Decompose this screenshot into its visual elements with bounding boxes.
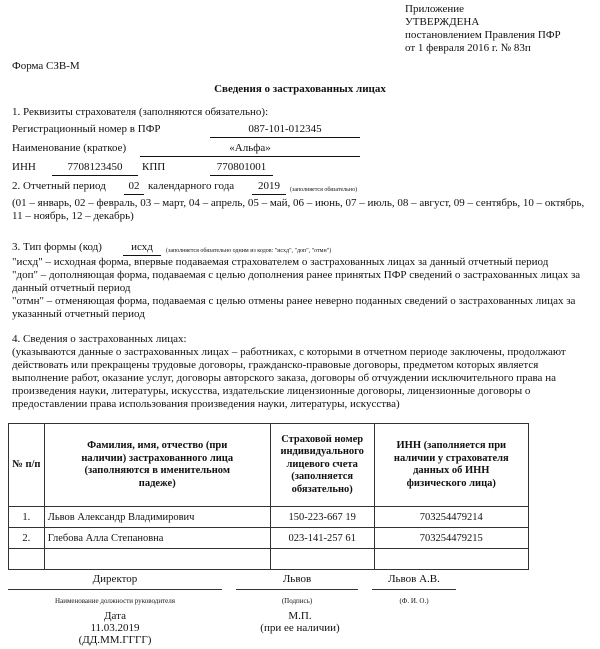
date-label: Дата — [104, 610, 126, 622]
short-name-value[interactable]: «Альфа» — [229, 142, 271, 154]
row-inn[interactable]: 703254479214 — [374, 507, 528, 528]
short-name-underline — [140, 156, 360, 157]
inn-label: ИНН — [12, 161, 36, 173]
approval-line-1: Приложение — [405, 3, 465, 15]
row-num: 1. — [9, 507, 45, 528]
section1-heading: 1. Реквизиты страхователя (заполняются обязательно): — [12, 106, 269, 118]
stamp-note: (при ее наличии) — [260, 622, 340, 634]
reg-number-label: Регистрационный номер в ПФР — [12, 123, 161, 135]
signature-underline — [236, 589, 358, 590]
date-format: (ДД.ММ.ГГГГ) — [78, 634, 152, 646]
row-fio[interactable] — [44, 549, 270, 570]
position-underline — [8, 589, 222, 590]
fio-label: (Ф. И. О.) — [399, 597, 429, 605]
period-underline — [124, 194, 144, 195]
fio-underline — [372, 589, 456, 590]
code-dop-description: "доп" – дополняющая форма, подаваемая с целью дополнения ранее принятых ПФР сведений о застрахованных лицах за данный отчетный период — [12, 269, 581, 294]
table-row — [9, 528, 529, 549]
kpp-label: КПП — [142, 161, 166, 173]
form-type-note: (заполняется обязательно одним из кодов: "исхд", "доп", "отмн") — [166, 248, 332, 254]
row-fio[interactable]: Львов Александр Владимирович — [44, 507, 270, 528]
year-value[interactable]: 2019 — [258, 180, 280, 192]
months-legend: (01 – январь, 02 – февраль, 03 – март, 04 – апрель, 05 – май, 06 – июнь, 07 – июль, 08 – август, 09 – сентябрь, 10 – октябрь, 11 – ноябрь, 12 – декабрь) — [12, 197, 585, 222]
form-type-value[interactable]: исхд — [131, 241, 153, 253]
year-label: календарного года — [148, 180, 235, 192]
signature-label: (Подпись) — [281, 597, 313, 605]
approval-line-2: УТВЕРЖДЕНА — [405, 16, 480, 28]
header-fio: Фамилия, имя, отчество (при наличии) застрахованного лица (заполняются в именительном падеже) — [44, 424, 270, 507]
short-name-label: Наименование (краткое) — [12, 142, 127, 154]
kpp-underline — [210, 175, 273, 176]
kpp-value[interactable]: 770801001 — [216, 161, 267, 173]
section4-description: (указываются данные о застрахованных лицах – работниках, с которыми в отчетном периоде заключены, продолжают действовать или прекращены трудовые договоры, гражданско-правовые договоры, предметом которых является выполнение работ, оказание услуг, договоры авторского заказа, договоры об отчуждении исключительного права на произведения науки, литературы, искусства, издательские лицензионные договоры, лицензионные договоры о предоставлении права использования произведения науки, литературы, искусства) — [12, 346, 566, 410]
form-type-label: 3. Тип формы (код) — [12, 241, 102, 253]
form-name: Форма СЗВ-М — [12, 60, 80, 72]
code-otmn-description: "отмн" – отменяющая форма, подаваемая с целью отмены ранее неверно поданных сведений о застрахованных лицах за указанный отчетный период — [12, 295, 576, 320]
row-inn[interactable] — [374, 549, 528, 570]
header-inn: ИНН (заполняется при наличии у страхователя данных об ИНН физического лица) — [374, 424, 528, 507]
period-label: 2. Отчетный период — [12, 180, 106, 192]
reg-number-value[interactable]: 087-101-012345 — [248, 123, 322, 135]
approval-line-3: постановлением Правления ПФР — [405, 29, 561, 41]
fio-value[interactable]: Львов А.В. — [388, 573, 440, 585]
table-header-row — [9, 424, 529, 507]
row-snils[interactable]: 023-141-257 61 — [270, 528, 374, 549]
page-title: Сведения о застрахованных лицах — [214, 83, 386, 95]
row-num: 2. — [9, 528, 45, 549]
approval-block — [405, 3, 561, 55]
inn-underline — [52, 175, 138, 176]
row-num — [9, 549, 45, 570]
position-label: Наименование должности руководителя — [55, 597, 175, 605]
header-snils: Страховой номер индивидуального лицевого счета (заполняется обязательно) — [270, 424, 374, 507]
reg-number-underline — [210, 137, 360, 138]
inn-value[interactable]: 7708123450 — [67, 161, 123, 173]
table-row — [9, 507, 529, 528]
code-ishd-description: "исхд" – исходная форма, впервые подаваемая страхователем о застрахованных лицах за данный отчетный период — [12, 256, 549, 268]
section4-heading: 4. Сведения о застрахованных лицах: — [12, 333, 187, 345]
table-row-empty — [9, 549, 529, 570]
period-note: (заполняется обязательно) — [290, 187, 358, 193]
row-snils[interactable] — [270, 549, 374, 570]
header-num: № п/п — [9, 424, 45, 507]
approval-line-4: от 1 февраля 2016 г. № 83п — [405, 42, 531, 54]
insured-persons-table — [8, 423, 529, 570]
signature-value[interactable]: Львов — [282, 573, 312, 585]
period-value[interactable]: 02 — [128, 180, 140, 192]
stamp-label: М.П. — [288, 610, 312, 622]
row-fio[interactable]: Глебова Алла Степановна — [44, 528, 270, 549]
row-snils[interactable]: 150-223-667 19 — [270, 507, 374, 528]
year-underline — [252, 194, 286, 195]
position-value[interactable]: Директор — [92, 573, 138, 585]
date-value[interactable]: 11.03.2019 — [90, 622, 140, 634]
row-inn[interactable]: 703254479215 — [374, 528, 528, 549]
